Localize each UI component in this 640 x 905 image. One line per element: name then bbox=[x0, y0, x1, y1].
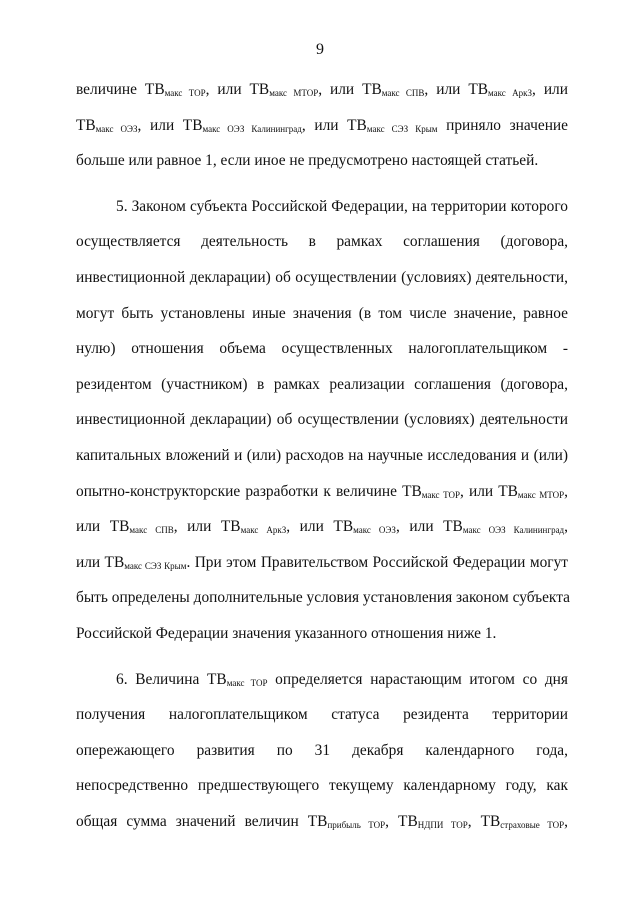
text-line: 6. Величина $ТВ_{макс ТОР}$ определяется нарастающим итогом со дня bbox=[116, 670, 569, 688]
text-line: опытно-конструкторские разработки к величине $ТВ_{макс ТОР}$, или $ТВ_{макс МТОР}$, bbox=[76, 482, 568, 500]
text-line: или $ТВ_{макс СПВ}$, или $ТВ_{макс АркЗ}$, или $ТВ_{макс ОЭЗ}$, или $ТВ_{макс ОЭЗ Калининград}$, bbox=[76, 518, 568, 536]
text-line: капитальных вложений и (или) расходов на научные исследования и (или) bbox=[76, 446, 568, 464]
text-line: опережающего развития по 31 декабря календарного года, bbox=[76, 741, 568, 759]
text-line: нулю) отношения объема осуществленных налогоплательщиком - bbox=[76, 340, 568, 358]
text-line: больше или равное 1, если иное не предусмотрено настоящей статьей. bbox=[76, 152, 539, 170]
text-line: инвестиционной декларации) об осуществлении (условиях) деятельности, bbox=[76, 268, 568, 286]
text-line: непосредственно предшествующего текущему календарному году, как bbox=[76, 777, 568, 795]
text-line: получения налогоплательщиком статуса резидента территории bbox=[76, 706, 568, 724]
paragraph-6 bbox=[76, 662, 568, 840]
text-line: величине $ТВ_{макс ТОР}$, или $ТВ_{макс МТОР}$, или $ТВ_{макс СПВ}$, или $ТВ_{макс АркЗ}$, или bbox=[76, 81, 568, 98]
text-line: или $ТВ_{макс СЭЗ Крым}$. При этом Правительством Российской Федерации могут bbox=[76, 553, 568, 571]
page-number: 9 bbox=[316, 41, 324, 58]
text-line: $ТВ_{макс ОЭЗ}$, или $ТВ_{макс ОЭЗ Калининград}$, или $ТВ_{макс СЭЗ Крым}$ приняло значение bbox=[76, 116, 568, 134]
text-line: резидентом (участником) в рамках реализации соглашения (договора, bbox=[76, 375, 568, 393]
paragraph-5 bbox=[76, 189, 568, 652]
text-line: могут быть установлены иные значения (в том числе значение, равное bbox=[76, 304, 568, 322]
text-line: Российской Федерации значения указанного отношения ниже 1. bbox=[76, 624, 497, 642]
document-body bbox=[76, 72, 568, 839]
text-line: инвестиционной декларации) об осуществлении (условиях) деятельности bbox=[76, 411, 568, 429]
text-line: быть определены дополнительные условия установления законом субъекта bbox=[76, 589, 570, 607]
paragraph-continued bbox=[76, 72, 568, 179]
text-line: осуществляется деятельность в рамках соглашения (договора, bbox=[76, 233, 568, 251]
text-line: общая сумма значений величин $ТВ_{прибыль ТОР}$, $ТВ_{НДПИ ТОР}$, $ТВ_{страховые ТОР}$, bbox=[76, 812, 568, 830]
text-line: 5. Законом субъекта Российской Федерации, на территории которого bbox=[116, 197, 568, 215]
